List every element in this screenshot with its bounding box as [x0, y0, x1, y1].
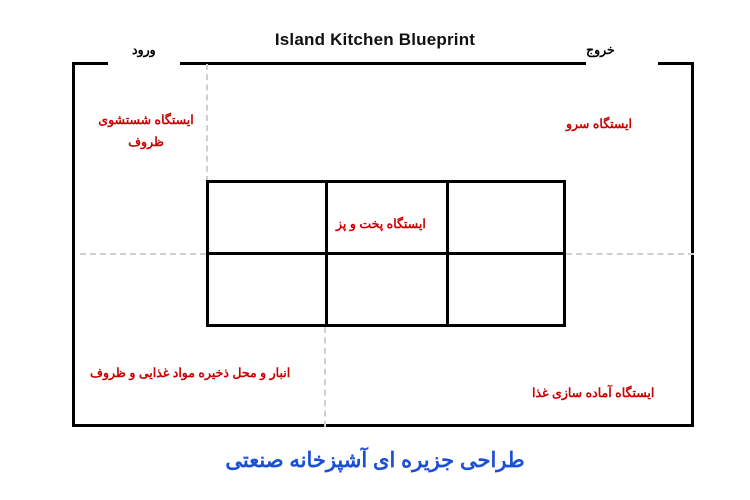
- label-serving-station: ایستگاه سرو: [566, 117, 633, 131]
- island-divider-horizontal: [206, 252, 566, 255]
- label-dishwashing-station: ایستگاه شستشوی ظروف: [98, 113, 194, 149]
- diagram-title: Island Kitchen Blueprint: [274, 30, 476, 49]
- island-divider-vertical-right: [446, 180, 449, 327]
- diagram-caption: طراحی جزیره ای آشپزخانه صنعتی: [225, 449, 525, 472]
- guide-line-mid-left: [80, 253, 206, 255]
- label-storage-area: انبار و محل ذخیره مواد غذایی و ظروف: [90, 366, 291, 380]
- island-divider-vertical-left: [325, 180, 328, 327]
- label-food-prep-station: ایستگاه آماده سازی غذا: [532, 386, 655, 400]
- label-entry-door: ورود: [132, 43, 156, 57]
- guide-line-lower-center: [324, 327, 326, 427]
- guide-line-upper-left: [206, 64, 208, 182]
- label-cooking-station: ایستگاه پخت و پز: [336, 217, 426, 231]
- label-exit-door: خروج: [586, 43, 615, 57]
- guide-line-mid-right: [566, 253, 694, 255]
